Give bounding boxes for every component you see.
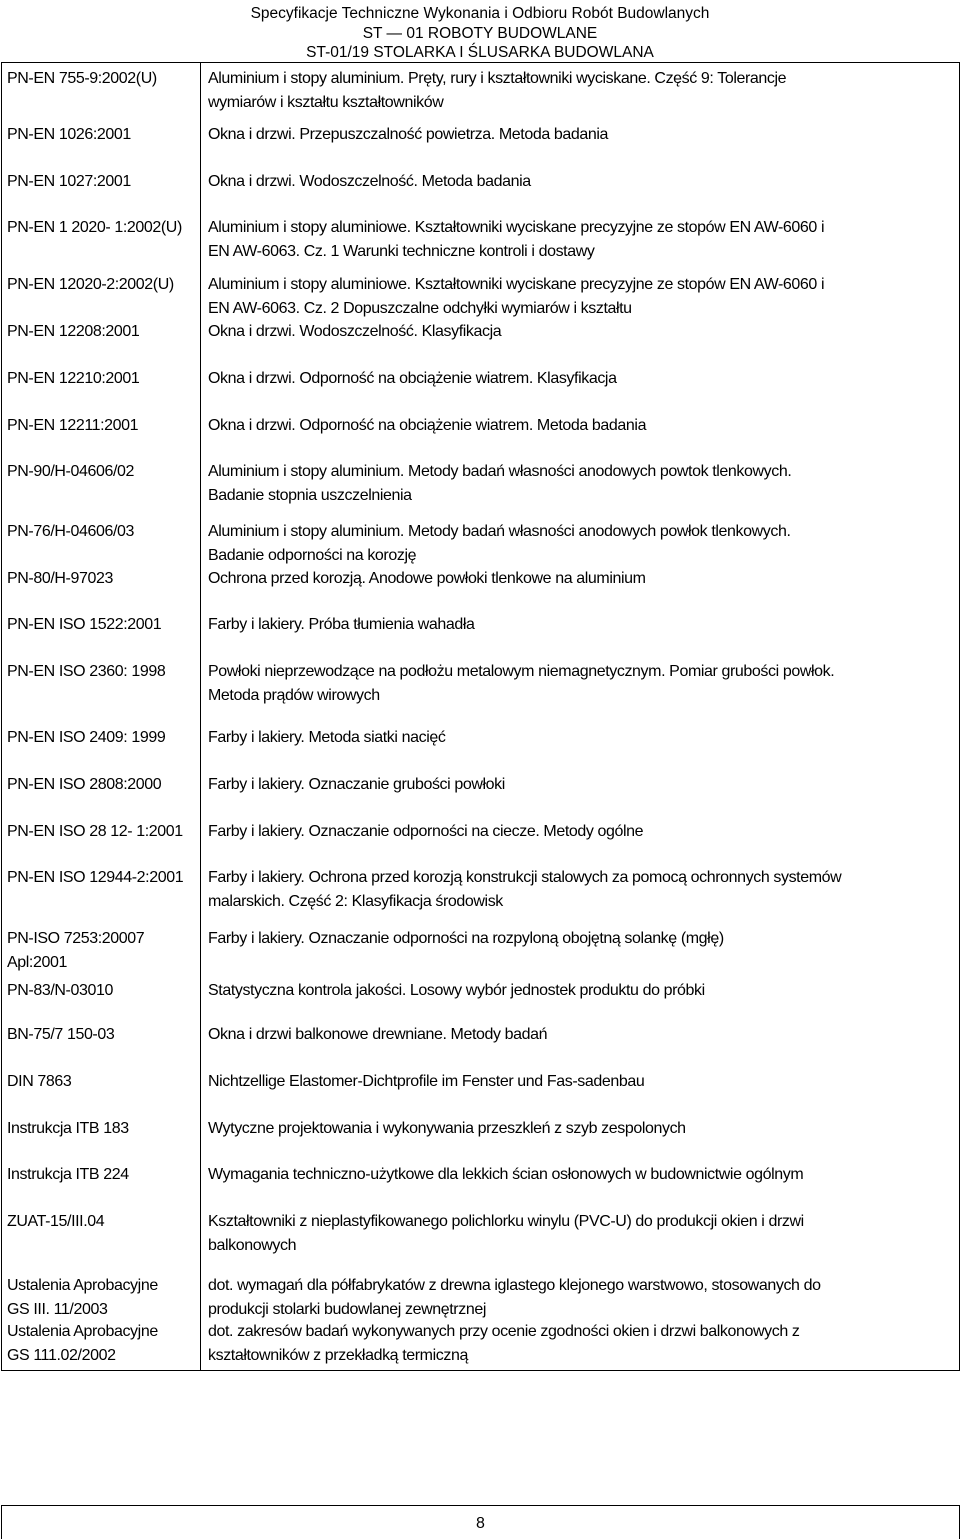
standard-description-line: Farby i lakiery. Ochrona przed korozją konstrukcji stalowych za pomocą ochronnych systemów (208, 869, 842, 886)
standard-code-line: PN-90/H-04606/02 (7, 463, 135, 480)
standard-description-line: Aluminium i stopy aluminiowe. Kształtowniki wyciskane precyzyjne ze stopów EN AW-6060 i (208, 276, 825, 293)
standard-code-line: GS III. 11/2003 (7, 1300, 108, 1318)
standard-code-line: PN-EN ISO 2808:2000 (7, 776, 162, 793)
standard-code (7, 1274, 195, 1321)
standard-description (208, 1274, 956, 1321)
standard-code (7, 1023, 195, 1047)
standard-code (7, 273, 195, 297)
standard-description-line: Metoda prądów wirowych (208, 686, 380, 704)
standard-code-line: PN-EN 1026:2001 (7, 126, 131, 143)
standard-code-line: PN-83/N-03010 (7, 982, 113, 999)
standard-description-line: Aluminium i stopy aluminiowe. Kształtowniki wyciskane precyzyjne ze stopów EN AW-6060 i (208, 219, 825, 236)
standard-description-line: balkonowych (208, 1236, 297, 1254)
standard-code-line: PN-ISO 7253:20007 (7, 930, 145, 947)
standard-description-line: Okna i drzwi. Przepuszczalność powietrza. Metoda badania (208, 126, 609, 143)
standard-description (208, 567, 956, 591)
standard-description (208, 1070, 956, 1094)
standard-description-line: Okna i drzwi. Odporność na obciążenie wiatrem. Klasyfikacja (208, 370, 617, 387)
standard-code-line: PN-EN 12020-2:2002(U) (7, 276, 174, 293)
standard-description-line: Badanie stopnia uszczelnienia (208, 486, 412, 504)
standard-description-line: produkcji stolarki budowlanej zewnętrznej (208, 1300, 486, 1318)
standard-code (7, 613, 195, 637)
standard-code-line: PN-EN 12208:2001 (7, 323, 140, 340)
standard-description (208, 866, 956, 913)
standard-description (208, 1163, 956, 1187)
standard-description (208, 216, 956, 263)
standard-description (208, 460, 956, 507)
standard-description-line: Kształtowniki z nieplastyfikowanego polichlorku winylu (PVC-U) do produkcji okien i drzwi (208, 1213, 804, 1230)
standard-code-line: PN-EN 755-9:2002(U) (7, 70, 157, 87)
standard-description (208, 520, 956, 567)
standard-code (7, 927, 195, 974)
page-number: 8 (476, 1515, 485, 1532)
standard-description (208, 613, 956, 637)
standard-code (7, 866, 195, 890)
standard-code (7, 726, 195, 750)
standard-description-line: Powłoki nieprzewodzące na podłożu metalowym niemagnetycznym. Pomiar grubości powłok. (208, 663, 835, 680)
header-section-title: ST — 01 ROBOTY BUDOWLANE (362, 25, 598, 42)
standard-code-line: PN-EN 12211:2001 (7, 417, 139, 434)
standard-code (7, 123, 195, 147)
standard-description-line: Farby i lakiery. Oznaczanie grubości powłoki (208, 776, 505, 793)
standard-description (208, 1023, 956, 1047)
standard-description (208, 660, 956, 707)
standard-description (208, 1117, 956, 1141)
standard-description-line: dot. zakresów badań wykonywanych przy ocenie zgodności okien i drzwi balkonowych z (208, 1323, 800, 1340)
standard-code-line: PN-EN ISO 12944-2:2001 (7, 869, 184, 886)
standard-code-line: PN-EN 1027:2001 (7, 173, 131, 190)
standard-description-line: Okna i drzwi balkonowe drewniane. Metody badań (208, 1026, 548, 1043)
standard-description-line: Wytyczne projektowania i wykonywania przeszkleń z szyb zespolonych (208, 1120, 686, 1137)
standard-code (7, 520, 195, 544)
standard-code-line: Ustalenia Aprobacyjne (7, 1277, 158, 1294)
standard-description-line: Ochrona przed korozją. Anodowe powłoki tlenkowe na aluminium (208, 570, 646, 587)
header-spec-title: Specyfikacje Techniczne Wykonania i Odbioru Robót Budowlanych (250, 5, 710, 22)
standard-code-line: GS 111.02/2002 (7, 1346, 116, 1364)
standard-description-line: Badanie odporności na korozję (208, 546, 417, 564)
standard-code-line: PN-EN 1 2020- 1:2002(U) (7, 219, 182, 236)
standard-description-line: Farby i lakiery. Oznaczanie odporności na rozpyloną obojętną solankę (mgłę) (208, 930, 724, 947)
standard-description (208, 67, 956, 114)
standard-code-line: Apl:2001 (7, 953, 67, 971)
standard-description (208, 170, 956, 194)
standard-code (7, 1070, 195, 1094)
standard-code-line: PN-EN ISO 2360: 1998 (7, 663, 166, 680)
standard-code-line: DIN 7863 (7, 1073, 72, 1090)
standard-description (208, 820, 956, 844)
standard-code (7, 1320, 195, 1367)
standard-description (208, 414, 956, 438)
standard-description (208, 320, 956, 344)
page-footer (1, 1505, 960, 1539)
standard-description-line: Aluminium i stopy aluminium. Pręty, rury i kształtowniki wyciskane. Część 9: Tolerancje (208, 70, 787, 87)
standard-code (7, 1117, 195, 1141)
standard-description (208, 979, 956, 1003)
standard-code (7, 460, 195, 484)
standard-description-line: Statystyczna kontrola jakości. Losowy wybór jednostek produktu do próbki (208, 982, 705, 999)
standard-description-line: Nichtzellige Elastomer-Dichtprofile im Fenster und Fas-sadenbau (208, 1073, 645, 1090)
standard-code-line: Ustalenia Aprobacyjne (7, 1323, 158, 1340)
standard-code-line: PN-EN ISO 1522:2001 (7, 616, 162, 633)
standard-description (208, 1320, 956, 1367)
standard-code (7, 1210, 195, 1234)
standard-code (7, 320, 195, 344)
standard-description-line: Okna i drzwi. Odporność na obciążenie wiatrem. Metoda badania (208, 417, 647, 434)
standard-code-line: PN-EN ISO 28 12- 1:2001 (7, 823, 183, 840)
standard-description-line: kształtowników z przekładką termiczną (208, 1346, 468, 1364)
standard-code-line: PN-80/H-97023 (7, 570, 113, 587)
standard-code-line: PN-76/H-04606/03 (7, 523, 135, 540)
standard-description-line: Farby i lakiery. Metoda siatki nacięć (208, 729, 446, 746)
standard-code (7, 773, 195, 797)
standard-description-line: wymiarów i kształtu kształtowników (208, 93, 444, 111)
standard-code-line: PN-EN 12210:2001 (7, 370, 140, 387)
running-header (0, 0, 960, 62)
standard-description (208, 927, 956, 951)
header-subsection-title: ST-01/19 STOLARKA I ŚLUSARKA BUDOWLANA (306, 44, 654, 61)
standard-code (7, 367, 195, 391)
standard-code (7, 979, 195, 1003)
standard-description (208, 367, 956, 391)
standard-description-line: Farby i lakiery. Oznaczanie odporności na ciecze. Metody ogólne (208, 823, 644, 840)
standard-code (7, 67, 195, 91)
standard-code-line: Instrukcja ITB 183 (7, 1120, 129, 1137)
standard-description-line: EN AW-6063. Cz. 1 Warunki techniczne kontroli i dostawy (208, 242, 595, 260)
standard-description-line: Farby i lakiery. Próba tłumienia wahadła (208, 616, 475, 633)
standard-code (7, 170, 195, 194)
standard-description-line: EN AW-6063. Cz. 2 Dopuszczalne odchyłki wymiarów i kształtu (208, 299, 632, 317)
standard-description-line: Wymagania techniczno-użytkowe dla lekkich ścian osłonowych w budownictwie ogólnym (208, 1166, 804, 1183)
standards-table (1, 62, 960, 1371)
standard-code (7, 820, 195, 844)
standard-code-line: PN-EN ISO 2409: 1999 (7, 729, 166, 746)
standard-description (208, 773, 956, 797)
standard-description-line: Okna i drzwi. Wodoszczelność. Klasyfikacja (208, 323, 502, 340)
standard-description (208, 1210, 956, 1257)
standard-description-line: Aluminium i stopy aluminium. Metody badań własności anodowych powłok tlenkowych. (208, 523, 791, 540)
standard-code-line: ZUAT-15/III.04 (7, 1213, 105, 1230)
standard-description-line: Aluminium i stopy aluminium. Metody badań własności anodowych powtok tlenkowych. (208, 463, 792, 480)
standard-description-line: malarskich. Część 2: Klasyfikacja środowisk (208, 892, 503, 910)
standard-code (7, 660, 195, 684)
standard-description (208, 726, 956, 750)
standard-description (208, 123, 956, 147)
standard-code (7, 567, 195, 591)
standard-description (208, 273, 956, 320)
standard-description-line: dot. wymagań dla półfabrykatów z drewna iglastego klejonego warstwowo, stosowanych do (208, 1277, 821, 1294)
column-divider (200, 63, 201, 1370)
standard-code (7, 216, 195, 240)
standard-code (7, 1163, 195, 1187)
standard-code (7, 414, 195, 438)
standard-code-line: BN-75/7 150-03 (7, 1026, 115, 1043)
standard-description-line: Okna i drzwi. Wodoszczelność. Metoda badania (208, 173, 531, 190)
standard-code-line: Instrukcja ITB 224 (7, 1166, 129, 1183)
